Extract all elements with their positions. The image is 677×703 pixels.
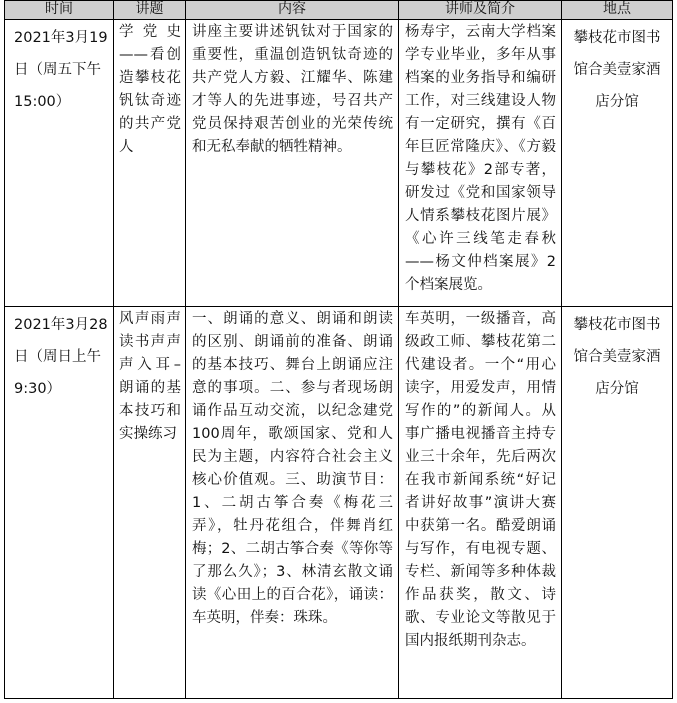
cell-topic: 风声雨声读书声声声入耳–朗诵的基本技巧和实操练习 bbox=[114, 307, 186, 699]
table-row bbox=[5, 307, 673, 699]
cell-place: 攀枝花市图书馆合美壹家酒店分馆 bbox=[562, 20, 673, 307]
cell-time: 2021年3月19日（周五下午15:00） bbox=[5, 20, 114, 307]
cell-content: 讲座主要讲述钒钛对于国家的重要性，重温创造钒钛奇迹的共产党人方毅、江耀华、陈建才等人的先进事迹，号召共产党员保持艰苦创业的光荣传统和无私奉献的牺牲精神。 bbox=[186, 20, 399, 307]
cell-speaker: 杨寿宇，云南大学档案学专业毕业，多年从事档案的业务指导和编研工作，对三线建设人物有一定研究，撰有《百年巨匠常隆庆》、《方毅与攀枝花》2部专著，研发过《党和国家领导人情系攀枝花图片展》《心许三线笔走春秋——杨文仲档案展》2个档案展览。 bbox=[399, 20, 562, 307]
schedule-table bbox=[4, 0, 673, 699]
cell-time: 2021年3月28日（周日上午9:30） bbox=[5, 307, 114, 699]
header-topic: 讲题 bbox=[114, 1, 186, 20]
cell-topic: 学党史——看创造攀枝花钒钛奇迹的共产党人 bbox=[114, 20, 186, 307]
header-place: 地点 bbox=[562, 1, 673, 20]
table-row bbox=[5, 20, 673, 307]
header-content: 内容 bbox=[186, 1, 399, 20]
header-row bbox=[5, 1, 673, 20]
header-speaker: 讲师及简介 bbox=[399, 1, 562, 20]
cell-place: 攀枝花市图书馆合美壹家酒店分馆 bbox=[562, 307, 673, 699]
header-time: 时间 bbox=[5, 1, 114, 20]
cell-speaker: 车英明，一级播音，高级政工师、攀枝花第二代建设者。一个“用心读字，用爱发声，用情写作的”的新闻人。从事广播电视播音主持专业三十余年，先后两次在我市新闻系统“好记者讲好故事”演讲大赛中获第一名。酷爱朗诵与写作，有电视专题、专栏、新闻等多种体裁作品获奖，散文、诗歌、专业论文等散见于国内报纸期刊杂志。 bbox=[399, 307, 562, 699]
cell-content: 一、朗诵的意义、朗诵和朗读的区别、朗诵前的准备、朗诵的基本技巧、舞台上朗诵应注意的事项。二、参与者现场朗诵作品互动交流，以纪念建党100周年，歌颂国家、党和人民为主题，内容符合社会主义核心价值观。三、助演节目：1、二胡古筝合奏《梅花三弄》，牡丹花组合，伴舞肖红梅；2、二胡古筝合奏《等你等了那么久》；3、林清玄散文诵读《心田上的百合花》，诵读：车英明，伴奏：珠珠。 bbox=[186, 307, 399, 699]
